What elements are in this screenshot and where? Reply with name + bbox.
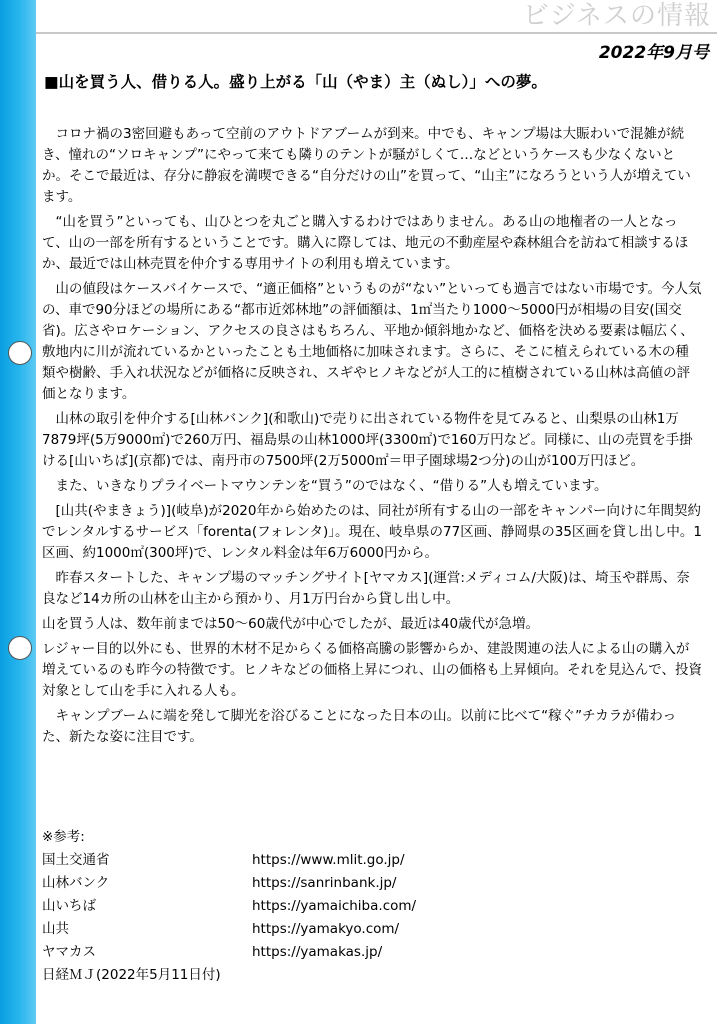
paragraph: [山共(やまきょう)](岐阜)が2020年から始めたのは、同社が所有する山の一部をキャンパー向けに年間契約でレンタルするサービス「forenta(フォレンタ)」。現在、岐阜県の77区画、静岡県の35区画を貸し出し中。1区画、約1000㎡(300坪)で、レンタル料金は年6万6000円から。 (42, 503, 702, 561)
references-heading: ※参考: (42, 829, 85, 845)
reference-row (42, 918, 642, 941)
paragraph: 山を買う人は、数年前までは50～60歳代が中心でしたが、最近は40歳代が急増。 (42, 616, 540, 632)
reference-row (42, 941, 642, 964)
paragraph: 山の値段はケースバイケースで、“適正価格”というものが“ない”といっても過言ではない市場です。今人気の、車で90分ほどの場所にある“都市近郊林地”の評価額は、1㎡当たり1000～5000円が相場の目安(国交省)。広さやロケーション、アクセスの良さはもちろん、平地か傾斜地かなど、価格を決める要素は幅広く、敷地内に川が流れているかといったことも土地価格に加味されます。さらに、そこに植えられている木の種類や樹齢、手入れ状況などが価格に反映され、スギやヒノキなどが人工的に植樹されている山林は高値の評価となります。 (42, 281, 702, 402)
paragraph: 昨春スタートした、キャンプ場のマッチングサイト[ヤマカス](運営:メディコム/大阪)は、埼玉や群馬、奈良など14カ所の山林を山主から預かり、月1万円台から貸し出し中。 (42, 570, 690, 607)
punch-hole-top (8, 341, 32, 365)
source-citation: 日経ＭＪ(2022年5月11日付) (42, 967, 221, 983)
reference-url[interactable]: https://www.mlit.go.jp/ (252, 852, 405, 868)
reference-name: ヤマカス (42, 944, 96, 960)
header-title: ビジネスの情報 (522, 1, 711, 31)
reference-url[interactable]: https://yamakyo.com/ (252, 921, 400, 937)
reference-row (42, 895, 642, 918)
article-headline: ■山を買う人、借りる人。盛り上がる「山（やま）主（ぬし）」への夢。 (44, 73, 547, 91)
reference-name: 国土交通省 (42, 852, 110, 868)
paragraph: “山を買う”といっても、山ひとつを丸ごと購入するわけではありません。ある山の地権者の一人となって、山の一部を所有するということです。購入に際しては、地元の不動産屋や森林組合を訪ねて相談するほか、最近では山林売買を仲介する専用サイトの利用も増えています。 (42, 214, 689, 272)
paragraph: キャンプブームに端を発して脚光を浴びることになった日本の山。以前に比べて“稼ぐ”チカラが備わった、新たな姿に注目です。 (42, 708, 677, 745)
paragraph: コロナ禍の3密回避もあって空前のアウトドアブームが到来。中でも、キャンプ場は大賑わいで混雑が続き、憧れの“ソロキャンプ”にやって来ても隣りのテントが騒がしくて…などというケースも少なくないとか。そこで最近は、存分に静寂を満喫できる“自分だけの山”を買って、“山主”になろうという人が増えています。 (42, 126, 691, 205)
paragraph: レジャー目的以外にも、世界的木材不足からくる価格高騰の影響からか、建設関連の法人による山の購入が増えているのも昨今の特徴です。ヒノキなどの価格上昇につれ、山の価格も上昇傾向。それを見込んで、投資対象として山を手に入れる人も。 (42, 641, 703, 699)
reference-name: 山林バンク (42, 875, 110, 891)
paragraph: また、いきなりプライベートマウンテンを“買う”のではなく、“借りる”人も増えています。 (42, 478, 608, 494)
header-divider (36, 32, 717, 34)
reference-row (42, 872, 642, 895)
reference-url[interactable]: https://sanrinbank.jp/ (252, 875, 397, 891)
reference-url[interactable]: https://yamaichiba.com/ (252, 898, 417, 914)
article-body (42, 124, 702, 752)
reference-url[interactable]: https://yamakas.jp/ (252, 944, 383, 960)
reference-name: 山共 (42, 921, 69, 937)
issue-date: 2022年9月号 (598, 43, 709, 63)
blue-binder-strip (0, 0, 36, 1024)
reference-name: 山いちば (42, 898, 96, 914)
paragraph: 山林の取引を仲介する[山林バンク](和歌山)で売りに出されている物件を見てみると、山梨県の山林1万7879坪(5万9000㎡)で260万円、福島県の山林1000坪(3300㎡)で160万円など。同様に、山の売買を手掛ける[山いちば](京都)では、南丹市の7500坪(2万5000㎡＝甲子園球場2つ分)の山が100万円ほど。 (42, 411, 693, 469)
punch-hole-bottom (8, 636, 32, 660)
references (42, 826, 642, 987)
reference-row (42, 849, 642, 872)
